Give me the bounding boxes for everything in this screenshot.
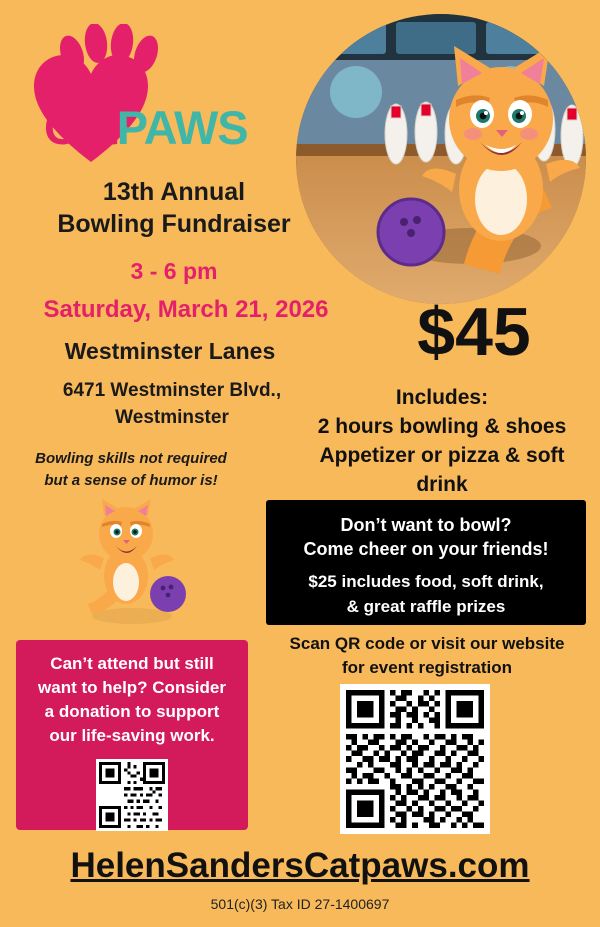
skills-note-line2: but a sense of humor is! (44, 471, 218, 489)
event-time: 3 - 6 pm (130, 258, 218, 284)
event-address-line2: Westminster (115, 406, 229, 428)
event-address (12, 378, 332, 431)
non-bowler-line3: $25 includes food, soft drink, (308, 571, 544, 591)
event-title-line2: Bowling Fundraiser (57, 210, 291, 238)
non-bowler-line2: Come cheer on your friends! (303, 539, 549, 560)
event-date: Saturday, March 21, 2026 (43, 296, 329, 323)
cat-mascot-icon (60, 498, 200, 633)
price-includes (292, 384, 592, 500)
event-venue: Westminster Lanes (64, 338, 276, 364)
donation-box (16, 640, 248, 830)
non-bowler-box (266, 500, 586, 625)
event-address-line1: 6471 Westminster Blvd., (62, 380, 282, 401)
logo-text-cat: Cat (44, 101, 117, 154)
donation-qr-code[interactable] (96, 759, 168, 831)
includes-line1: 2 hours bowling & shoes (317, 414, 567, 438)
non-bowler-line4: & great raffle prizes (346, 596, 506, 616)
donation-line1: Can’t attend but still (50, 654, 214, 673)
includes-label: Includes: (395, 386, 489, 409)
scan-line1: Scan QR code or visit our website (289, 634, 565, 653)
donation-line2: want to help? Consider (38, 678, 226, 698)
bowling-cat-illustration (296, 14, 586, 304)
skills-note-line1: Bowling skills not required (35, 450, 227, 467)
includes-line2: Appetizer or pizza & soft drink (319, 443, 565, 496)
non-bowler-line1: Don’t want to bowl? (340, 515, 512, 535)
scan-line2: for event registration (341, 657, 513, 677)
website-link[interactable]: HelenSandersCatpaws.com (70, 846, 530, 885)
skills-note (6, 448, 256, 492)
price-amount: $45 (417, 294, 531, 370)
hero-image (296, 14, 586, 304)
logo-text-paws: PAWS (116, 101, 248, 154)
scan-instructions (262, 632, 592, 680)
tax-id: 501(c)(3) Tax ID 27-1400697 (210, 896, 390, 912)
registration-qr-code[interactable] (340, 684, 490, 834)
logo (22, 14, 272, 174)
donation-line4: our life-saving work. (49, 726, 215, 746)
donation-line3: a donation to support (44, 702, 220, 722)
registration-qr-icon (346, 690, 484, 828)
logo-text (44, 100, 248, 155)
event-title (24, 176, 324, 240)
donation-qr-icon (99, 762, 165, 828)
event-title-line1: 13th Annual (102, 178, 246, 206)
